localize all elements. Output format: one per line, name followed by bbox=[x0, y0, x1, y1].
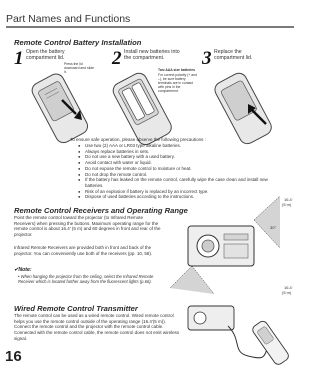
range-angle-label: 30° bbox=[270, 225, 277, 230]
precaution-item: ● If the battery has leaked on the remote control, carefully wipe the case clean and install new batteries. bbox=[78, 177, 284, 188]
receivers-section-heading: Remote Control Receivers and Operating Range bbox=[14, 206, 188, 215]
note-title: ✔Note: bbox=[14, 267, 32, 273]
battery-type-title: Two AAA size batteries bbox=[158, 68, 195, 72]
step-3-number: 3 bbox=[202, 48, 212, 69]
receivers-paragraph-1: Point the remote control toward the projector (to Infrared Remote Receivers) when pressing the buttons. Maximum operating range for the remote control is about 16.4' (5 m) and 60 degrees in front and rear of the projector. bbox=[14, 215, 161, 238]
page-number: 16 bbox=[5, 348, 22, 365]
range-top-feet: 16.4' bbox=[284, 197, 293, 202]
precaution-item: ● Do not use a new battery with a used battery. bbox=[78, 154, 284, 160]
wired-section-heading: Wired Remote Control Transmitter bbox=[14, 304, 138, 313]
precaution-item: ● Do not expose the remote control to moisture or heat. bbox=[78, 166, 284, 172]
precaution-item: ● Avoid contact with water or liquid. bbox=[78, 160, 284, 166]
note-text: • When hanging the projector from the ceiling, select the Infrared Remote Receiver which is located farther away from the fluorescent lights (p.66). bbox=[18, 274, 154, 285]
operating-range-diagram bbox=[168, 190, 296, 300]
battery-section-heading: Remote Control Battery Installation bbox=[14, 38, 142, 47]
step-2-text: Install new batteries into the compartment. bbox=[124, 49, 180, 61]
precaution-item: ● Do not drop the remote control. bbox=[78, 172, 284, 178]
battery-polarity-note: For correct polarity (+ and –), be sure battery terminals are in contact with pins in the compartment. bbox=[158, 73, 197, 93]
receivers-paragraph-2: Infrared Remote Receivers are provided both in front and back of the projector. You can conveniently use both of the receivers (pp. 10, 58). bbox=[14, 245, 153, 256]
page-header-title: Part Names and Functions bbox=[6, 13, 131, 25]
wired-paragraph: The remote control can be used as a wired remote control. Wired remote control helps you use the remote control outside of the operating range (16.4'(5 m)). Connect the remote control and the projector with the remote control cable. Connected with the remote control cable, the remote control does not emit wireless signal. bbox=[14, 313, 180, 341]
step-3-text: Replace the compartment lid. bbox=[214, 49, 253, 61]
range-bottom-meters: (5 m) bbox=[282, 290, 292, 295]
step-1-number: 1 bbox=[14, 48, 24, 69]
remote-close-lid-illustration bbox=[204, 66, 286, 146]
precautions-intro: To ensure safe operation, please observe the following precautions : bbox=[70, 137, 206, 142]
header-rule bbox=[6, 26, 294, 28]
press-lid-note: Press the lid downward and slide it. bbox=[64, 62, 94, 74]
step-2-number: 2 bbox=[112, 48, 122, 69]
precaution-item: ● Dispose of used batteries according to the instructions. bbox=[78, 194, 284, 200]
precaution-item: ● Use two (2) AAA or LR03 type alkaline batteries. bbox=[78, 143, 284, 149]
range-top-meters: (5 m) bbox=[282, 202, 292, 207]
precaution-item: ● Risk of an explosion if battery is replaced by an incorrect type. bbox=[78, 189, 284, 195]
step-1-text: Open the battery compartment lid. bbox=[26, 49, 65, 61]
wired-remote-illustration bbox=[182, 300, 294, 380]
precaution-item: ● Always replace batteries in sets. bbox=[78, 149, 284, 155]
range-bottom-feet: 16.4' bbox=[284, 285, 293, 290]
remote-open-lid-illustration bbox=[24, 66, 99, 144]
